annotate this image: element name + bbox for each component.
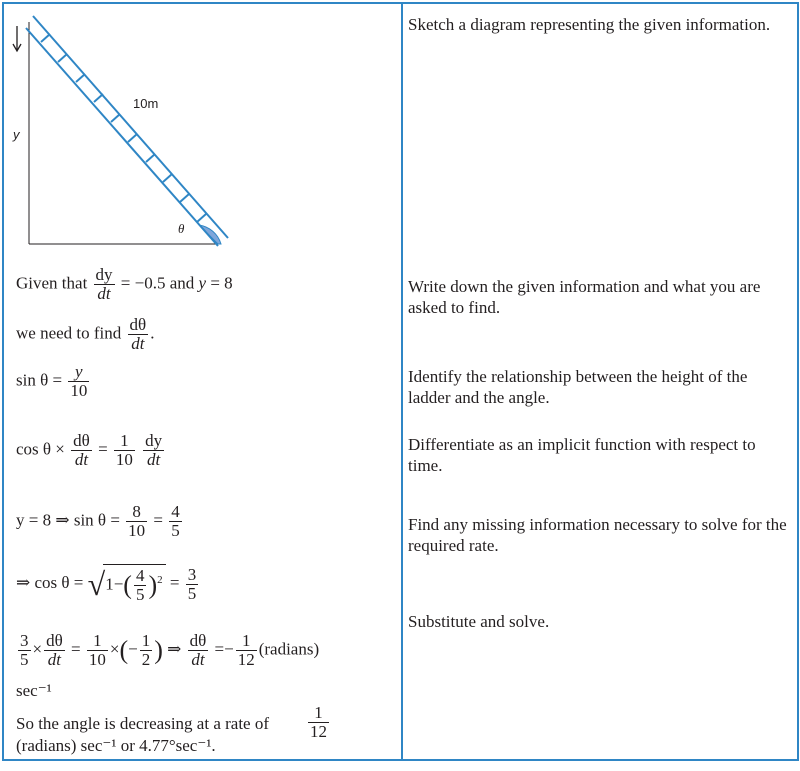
- down-arrow-icon: [13, 26, 21, 51]
- ladder-length-label: 10m: [133, 96, 159, 111]
- given-line: [16, 266, 233, 303]
- sin-relationship: sin θ = $\frac{y}{10}$: [16, 362, 88, 400]
- wall-floor: [29, 22, 218, 244]
- y-value: = 8: [210, 273, 233, 293]
- note-identify: Identify the relationship between the height of the ladder and the angle.: [408, 367, 748, 407]
- height-label: y: [13, 127, 20, 142]
- square-root-expression: √1−( $\frac{4}{5}$ )$^2$: [88, 564, 166, 604]
- cos-value-line: ⇒ cos θ = √1−( $\frac{4}{5}$ )$^2$ = $\frac{3}{5}$: [16, 564, 197, 604]
- sec-inverse-unit: sec⁻¹: [16, 681, 52, 700]
- dy-num: dy: [95, 265, 113, 284]
- given-prefix: Given that: [16, 273, 88, 293]
- dy-dt-fraction: [94, 266, 115, 303]
- need-find-text: we need to find: [16, 323, 122, 343]
- conclusion-line-2: (radians) sec⁻¹ or 4.77°sec⁻¹.: [16, 736, 216, 755]
- given-value: = −0.5 and: [120, 273, 195, 293]
- substitution-line: $\frac{3}{5}$ × $\frac{d\theta}{dt}$ = $\frac{1}{10}$ ×(− $\frac{1}{2}$ ) ⇒ $\frac{d\theta}{dt}$ =− $\frac{1}{12}$ (radians): [20, 631, 320, 669]
- dt-den: dt: [97, 284, 111, 303]
- note-sketch: Sketch a diagram representing the given information.: [408, 15, 771, 34]
- ladder-diagram: [0, 0, 398, 260]
- y-over-10: $\frac{y}{10}$: [70, 362, 88, 400]
- sin-value-line: y = 8 ⇒ sin θ = $\frac{8}{10}$ = $\frac{4}{5}$: [16, 502, 180, 540]
- conclusion-line-1: So the angle is decreasing at a rate of: [16, 714, 270, 733]
- differentiated-equation: cos θ × $\frac{d\theta}{dt}$ = $\frac{1}{10}$ $\frac{dy}{dt}$: [16, 431, 163, 469]
- note-given: Write down the given information and what you are asked to find.: [408, 277, 761, 317]
- note-differentiate: Differentiate as an implicit function with respect to time.: [408, 435, 756, 475]
- need-line: we need to find $\frac{d\theta}{dt}$ .: [16, 315, 155, 353]
- column-divider: [401, 4, 403, 759]
- dtheta-dt-fraction: $\frac{d\theta}{dt}$: [129, 315, 147, 353]
- note-missing: Find any missing information necessary to solve for the required rate.: [408, 515, 787, 555]
- angle-label: θ: [178, 221, 185, 236]
- note-substitute: Substitute and solve.: [408, 612, 550, 631]
- rate-fraction: $\frac{1}{12}$: [310, 703, 327, 741]
- y-variable: y: [198, 273, 207, 293]
- ladder: [26, 16, 228, 246]
